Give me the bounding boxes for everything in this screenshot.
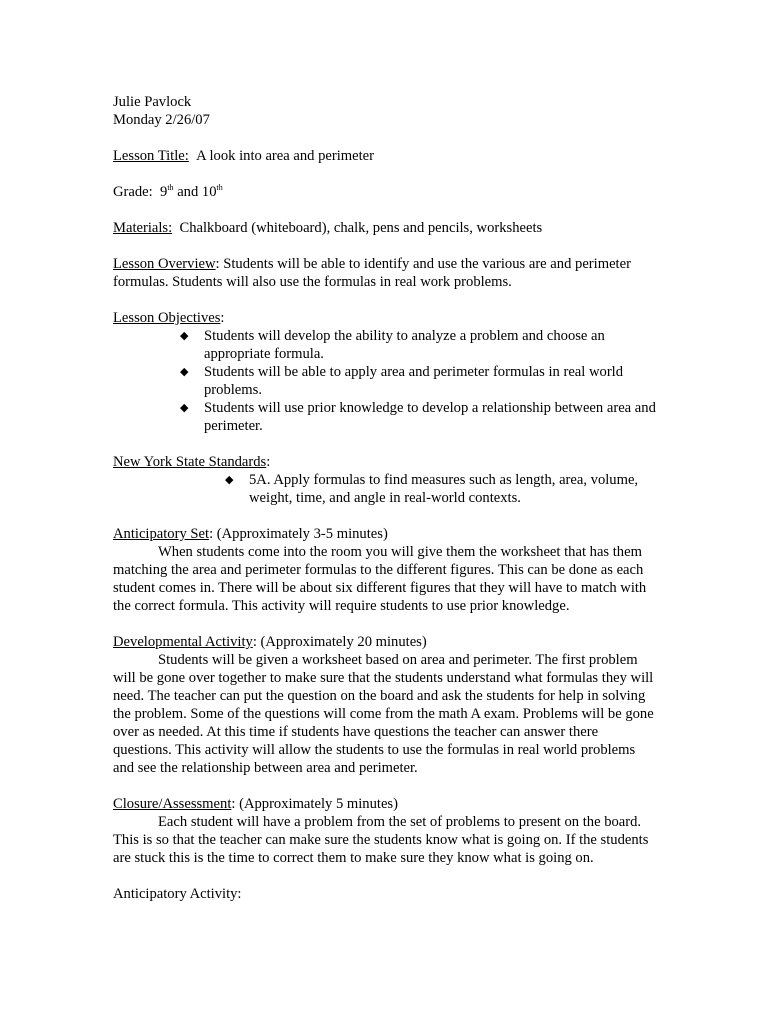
anticipatory-activity-heading: Anticipatory Activity:	[113, 886, 242, 902]
objectives-heading	[113, 309, 658, 327]
standards-label: New York State Standards	[113, 454, 267, 470]
grade-joiner: and 10	[173, 184, 217, 200]
standards-colon: :	[266, 454, 271, 470]
developmental-activity-label: Developmental Activity	[113, 634, 253, 650]
standard-text: 5A. Apply formulas to find measures such as length, area, volume, weight, time, and angle in real-world contexts.	[249, 472, 639, 506]
objective-text: Students will use prior knowledge to develop a relationship between area and perimeter.	[204, 400, 656, 434]
diamond-bullet-icon: ◆	[225, 474, 234, 486]
standards-list	[113, 471, 658, 507]
grade-label: Grade:	[113, 184, 153, 200]
grade-first: 9	[160, 184, 168, 200]
standards-heading	[113, 453, 658, 471]
closure-heading	[113, 795, 658, 813]
lesson-title-line	[113, 147, 658, 165]
overview-text: : Students will be able to identify and use the various are and perimeter formulas. Students will also use the formulas in real work problems.	[113, 256, 631, 290]
lesson-title-label: Lesson Title:	[113, 148, 189, 164]
diamond-bullet-icon: ◆	[180, 330, 189, 342]
materials-label: Materials:	[113, 220, 173, 236]
diamond-bullet-icon: ◆	[180, 402, 189, 414]
objectives-label: Lesson Objectives	[113, 310, 221, 326]
lesson-title-value: A look into area and perimeter	[196, 148, 375, 164]
developmental-activity-heading	[113, 633, 658, 651]
anticipatory-set-paragraph: When students come into the room you will give them the worksheet that has them matching the area and perimeter formulas to the different figures. This can be done as each student comes in. There will be about six different figures that they will have to match with the correct formula. This activity will require students to use prior knowledge.	[113, 544, 647, 614]
list-item	[113, 363, 658, 399]
objective-text: Students will be able to apply area and perimeter formulas in real world problems.	[204, 364, 624, 398]
objective-text: Students will develop the ability to analyze a problem and choose an appropriate formula.	[204, 328, 605, 362]
list-item	[113, 327, 658, 363]
document-page	[113, 93, 658, 903]
developmental-activity-time: : (Approximately 20 minutes)	[252, 634, 427, 650]
closure-label: Closure/Assessment	[113, 796, 232, 812]
author-name: Julie Pavlock	[113, 94, 192, 110]
materials-value: Chalkboard (whiteboard), chalk, pens and pencils, worksheets	[179, 220, 543, 236]
anticipatory-set-time: : (Approximately 3-5 minutes)	[209, 526, 388, 542]
closure-time: : (Approximately 5 minutes)	[231, 796, 398, 812]
anticipatory-set-label: Anticipatory Set	[113, 526, 210, 542]
lesson-date: Monday 2/26/07	[113, 112, 210, 128]
grade-line	[113, 183, 658, 201]
anticipatory-set-heading	[113, 525, 658, 543]
developmental-activity-paragraph: Students will be given a worksheet based on area and perimeter. The first problem will be gone over together to make sure that the students understand what formulas they will need. The teacher can put the question on the board and ask the students for help in solving the problem. Some of the questions will come from the math A exam. Problems will be gone over as needed. At this time if students have questions the teacher can answer there questions. This activity will allow the students to use the formulas in real world problems and see the relationship between area and perimeter.	[113, 652, 654, 776]
overview-label: Lesson Overview	[113, 256, 216, 272]
diamond-bullet-icon: ◆	[180, 366, 189, 378]
materials-line	[113, 219, 658, 237]
list-item	[113, 471, 658, 507]
grade-first-suffix: th	[167, 183, 174, 193]
list-item	[113, 399, 658, 435]
overview-paragraph	[113, 255, 658, 291]
grade-second-suffix: th	[216, 183, 223, 193]
objectives-colon: :	[220, 310, 225, 326]
objectives-list	[113, 327, 658, 435]
closure-paragraph: Each student will have a problem from the set of problems to present on the board. This is so that the teacher can make sure the students know what is going on. If the students are stuck this is the time to correct them to make sure they know what is going on.	[113, 814, 649, 866]
